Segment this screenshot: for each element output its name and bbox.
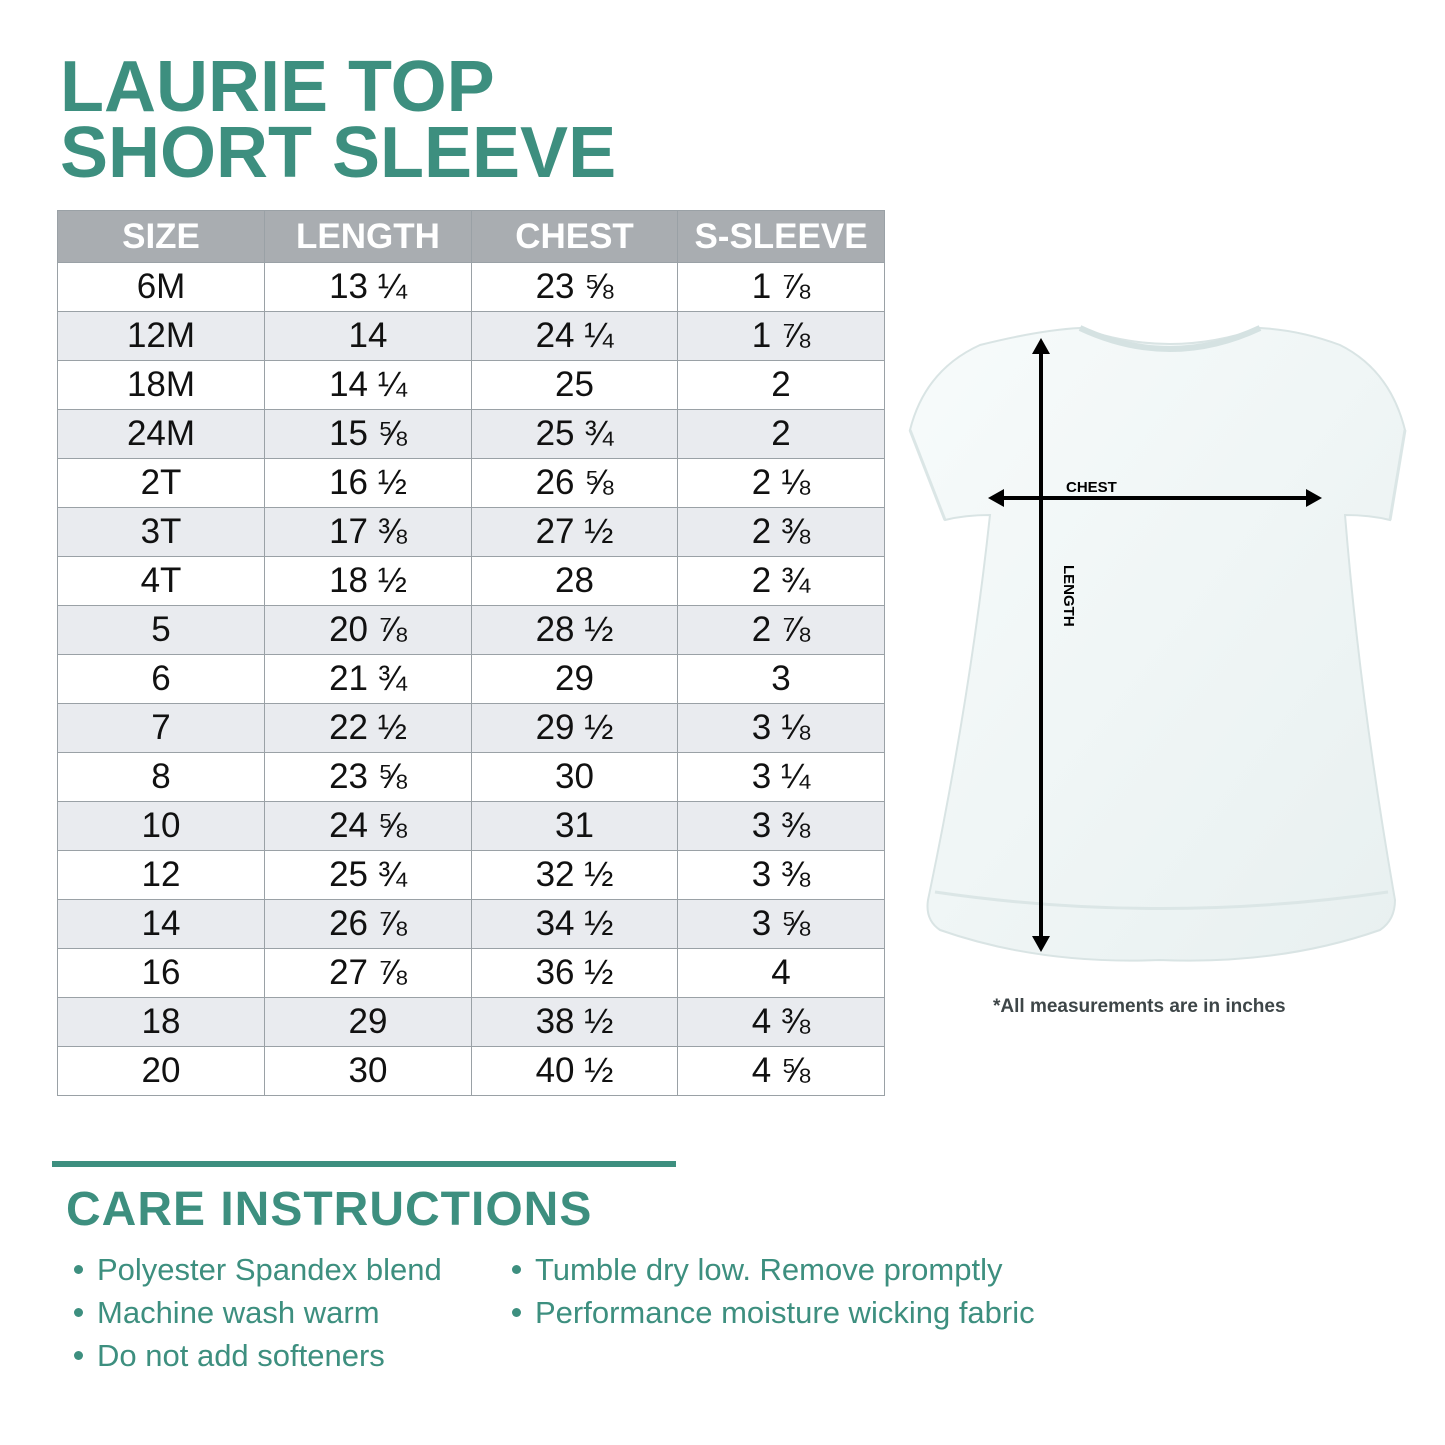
table-row [58, 900, 885, 949]
cell-chest: 34 ½ [472, 900, 678, 949]
cell-length: 30 [265, 1047, 472, 1096]
care-item-text: Tumble dry low. Remove promptly [535, 1252, 1003, 1287]
table-row [58, 655, 885, 704]
cell-length: 24 ⅝ [265, 802, 472, 851]
table-row [58, 704, 885, 753]
table-row [58, 802, 885, 851]
size-chart-table [57, 210, 885, 1096]
table-body [58, 263, 885, 1096]
cell-sleeve: 3 ¼ [678, 753, 885, 802]
care-item [74, 1248, 442, 1291]
care-title: CARE INSTRUCTIONS [66, 1183, 593, 1236]
cell-size: 4T [58, 557, 265, 606]
cell-sleeve: 2 ¾ [678, 557, 885, 606]
table-row [58, 508, 885, 557]
cell-length: 26 ⅞ [265, 900, 472, 949]
bullet-icon [512, 1308, 521, 1317]
title-line-2: SHORT SLEEVE [60, 113, 617, 193]
cell-size: 18M [58, 361, 265, 410]
care-item-text: Do not add softeners [97, 1338, 385, 1373]
cell-chest: 26 ⅝ [472, 459, 678, 508]
table-row [58, 998, 885, 1047]
table-row [58, 949, 885, 998]
cell-chest: 28 ½ [472, 606, 678, 655]
header-size: SIZE [58, 211, 265, 263]
bullet-icon [74, 1265, 83, 1274]
cell-sleeve: 4 [678, 949, 885, 998]
cell-length: 18 ½ [265, 557, 472, 606]
cell-length: 17 ⅜ [265, 508, 472, 557]
cell-chest: 28 [472, 557, 678, 606]
header-sleeve: S-SLEEVE [678, 211, 885, 263]
cell-length: 13 ¼ [265, 263, 472, 312]
cell-size: 7 [58, 704, 265, 753]
cell-sleeve: 2 [678, 410, 885, 459]
cell-size: 3T [58, 508, 265, 557]
table-row [58, 1047, 885, 1096]
care-item [74, 1334, 442, 1377]
cell-length: 15 ⅝ [265, 410, 472, 459]
measurement-note: *All measurements are in inches [993, 996, 1286, 1017]
cell-sleeve: 3 ⅜ [678, 802, 885, 851]
cell-chest: 36 ½ [472, 949, 678, 998]
cell-chest: 24 ¼ [472, 312, 678, 361]
cell-chest: 25 [472, 361, 678, 410]
care-list-left [74, 1248, 442, 1377]
chest-label: CHEST [1066, 479, 1117, 496]
cell-chest: 23 ⅝ [472, 263, 678, 312]
shirt-illustration [900, 320, 1420, 980]
title-line-1: LAURIE TOP [60, 47, 495, 127]
care-item [512, 1291, 1035, 1334]
cell-chest: 40 ½ [472, 1047, 678, 1096]
cell-sleeve: 1 ⅞ [678, 312, 885, 361]
cell-chest: 32 ½ [472, 851, 678, 900]
care-item-text: Performance moisture wicking fabric [535, 1295, 1035, 1330]
care-item-text: Polyester Spandex blend [97, 1252, 442, 1287]
cell-sleeve: 2 [678, 361, 885, 410]
cell-size: 14 [58, 900, 265, 949]
cell-sleeve: 4 ⅝ [678, 1047, 885, 1096]
cell-chest: 30 [472, 753, 678, 802]
cell-size: 20 [58, 1047, 265, 1096]
table-row [58, 361, 885, 410]
cell-length: 22 ½ [265, 704, 472, 753]
cell-size: 12M [58, 312, 265, 361]
bullet-icon [74, 1308, 83, 1317]
cell-sleeve: 2 ⅜ [678, 508, 885, 557]
care-item-text: Machine wash warm [97, 1295, 380, 1330]
cell-size: 8 [58, 753, 265, 802]
cell-size: 6 [58, 655, 265, 704]
cell-length: 21 ¾ [265, 655, 472, 704]
cell-length: 14 [265, 312, 472, 361]
cell-size: 5 [58, 606, 265, 655]
cell-size: 10 [58, 802, 265, 851]
care-list-right [512, 1248, 1035, 1334]
care-divider [52, 1161, 676, 1167]
cell-length: 14 ¼ [265, 361, 472, 410]
table-row [58, 263, 885, 312]
cell-size: 2T [58, 459, 265, 508]
cell-sleeve: 2 ⅞ [678, 606, 885, 655]
cell-length: 29 [265, 998, 472, 1047]
cell-size: 16 [58, 949, 265, 998]
shirt-diagram [900, 320, 1420, 980]
cell-sleeve: 4 ⅜ [678, 998, 885, 1047]
table-row [58, 851, 885, 900]
care-item [74, 1291, 442, 1334]
cell-sleeve: 3 [678, 655, 885, 704]
cell-sleeve: 1 ⅞ [678, 263, 885, 312]
cell-chest: 38 ½ [472, 998, 678, 1047]
cell-chest: 27 ½ [472, 508, 678, 557]
cell-chest: 31 [472, 802, 678, 851]
table-row [58, 410, 885, 459]
cell-length: 25 ¾ [265, 851, 472, 900]
cell-length: 16 ½ [265, 459, 472, 508]
cell-sleeve: 3 ⅝ [678, 900, 885, 949]
cell-length: 20 ⅞ [265, 606, 472, 655]
table-row [58, 312, 885, 361]
cell-sleeve: 2 ⅛ [678, 459, 885, 508]
header-chest: CHEST [472, 211, 678, 263]
cell-size: 24M [58, 410, 265, 459]
table-header-row [58, 211, 885, 263]
cell-size: 6M [58, 263, 265, 312]
shirt-body [910, 328, 1405, 961]
cell-size: 12 [58, 851, 265, 900]
cell-chest: 25 ¾ [472, 410, 678, 459]
bullet-icon [512, 1265, 521, 1274]
cell-length: 27 ⅞ [265, 949, 472, 998]
length-label: LENGTH [1060, 565, 1077, 627]
cell-sleeve: 3 ⅛ [678, 704, 885, 753]
table-row [58, 459, 885, 508]
care-item [512, 1248, 1035, 1291]
cell-size: 18 [58, 998, 265, 1047]
table-row [58, 606, 885, 655]
table-row [58, 557, 885, 606]
table-row [58, 753, 885, 802]
bullet-icon [74, 1351, 83, 1360]
cell-length: 23 ⅝ [265, 753, 472, 802]
header-length: LENGTH [265, 211, 472, 263]
cell-chest: 29 [472, 655, 678, 704]
cell-sleeve: 3 ⅜ [678, 851, 885, 900]
page-title [60, 47, 617, 193]
cell-chest: 29 ½ [472, 704, 678, 753]
